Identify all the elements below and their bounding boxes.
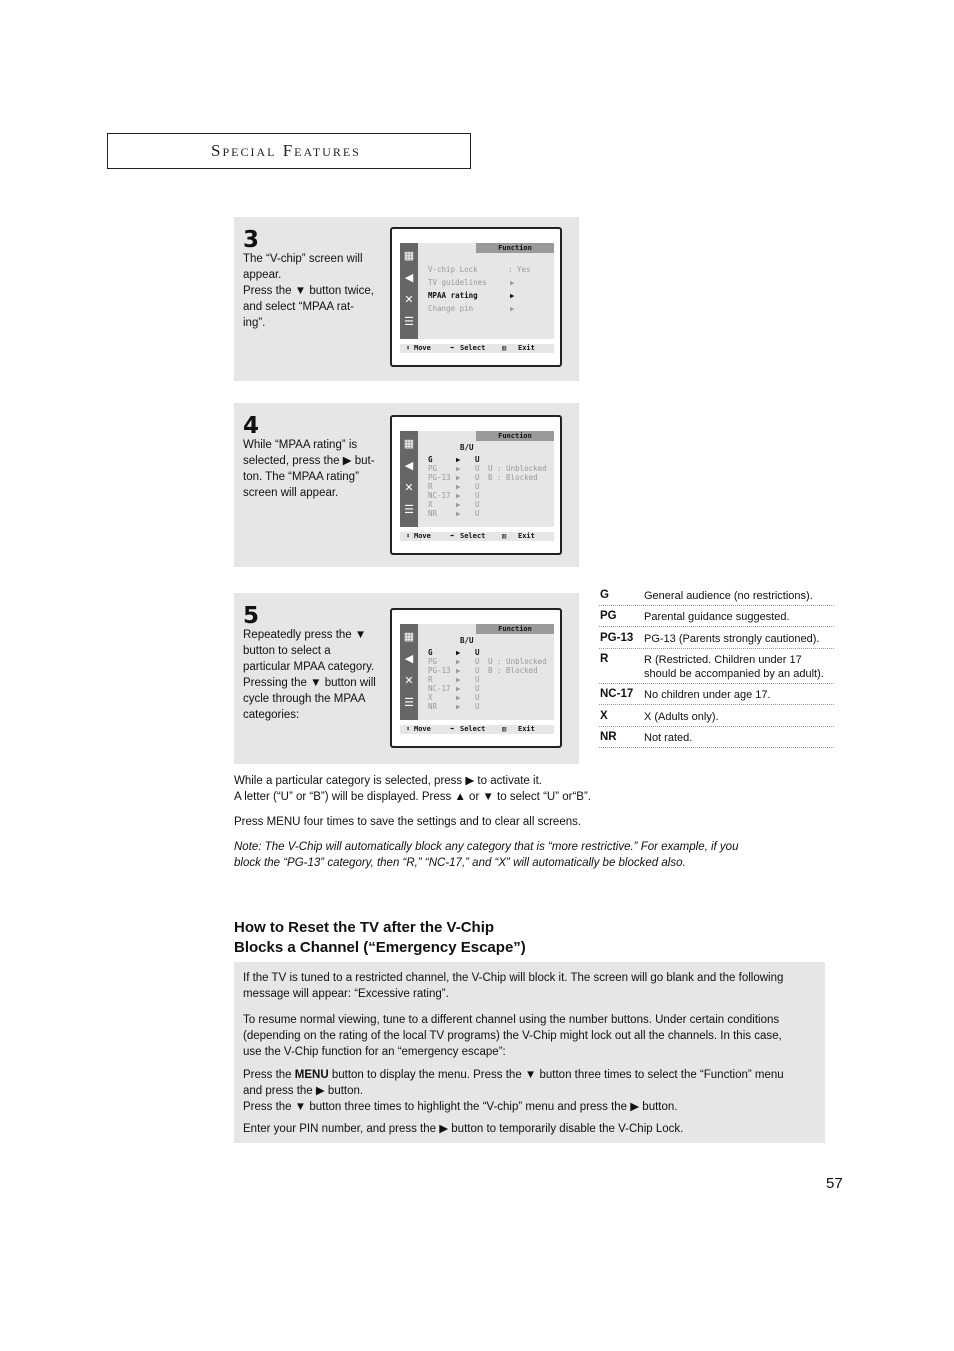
channel-icon: ✕	[404, 294, 414, 306]
rating-code: NR	[600, 731, 617, 743]
step-instructions	[243, 437, 383, 501]
function-icon: ☰	[404, 504, 414, 516]
rating-description: No children under age 17.	[644, 689, 771, 701]
step-line: Pressing the ▼ button will	[243, 677, 376, 689]
arrow-icon: ▶	[456, 473, 461, 482]
exit-label: Exit	[518, 344, 535, 352]
arrow-icon: ▶	[456, 482, 461, 491]
select-label: Select	[460, 344, 486, 352]
menu-item-arrow: ▶	[510, 304, 515, 313]
box-line	[243, 1067, 803, 1083]
rating-value: U	[475, 500, 480, 509]
menu-item-tv-guidelines: TV guidelines	[428, 278, 487, 287]
rating-description: X (Adults only).	[644, 711, 719, 723]
step-line: cycle through the MPAA	[243, 693, 366, 705]
rating-code: PG-13	[428, 473, 451, 482]
function-tab: Function	[476, 431, 554, 441]
legend-unblocked: U : Unblocked	[488, 657, 547, 666]
step-number: 5	[243, 603, 260, 629]
tv-menu-icons	[400, 431, 418, 527]
body-line: A letter (“U” or “B”) will be displayed. Press ▲ or ▼ to select “U” or“B”.	[234, 791, 591, 803]
table-row	[599, 589, 834, 606]
menu-item-vchip-lock: V-chip Lock	[428, 265, 478, 274]
section-header-title: Special Features	[211, 141, 361, 160]
page-number: 57	[826, 1175, 843, 1192]
box-line: (depending on the rating of the local TV programs) the V-Chip might lock out all the channels. In this case,	[243, 1030, 782, 1042]
legend-unblocked: U : Unblocked	[488, 464, 547, 473]
exit-icon: ▥	[502, 532, 507, 540]
function-icon: ☰	[404, 697, 414, 709]
rating-code: R	[428, 675, 433, 684]
ratings-table	[599, 589, 834, 749]
step-4-panel	[234, 403, 579, 567]
arrow-icon: ▶	[456, 693, 461, 702]
rating-code: R	[428, 482, 433, 491]
rating-code: X	[600, 710, 608, 722]
tv-screen-illustration	[390, 608, 562, 748]
select-icon: ⬌	[450, 532, 455, 540]
arrow-icon: ▶	[456, 491, 461, 500]
rating-code: PG	[600, 610, 617, 622]
menu-item-change-pin: Change pin	[428, 304, 474, 313]
rating-value: U	[475, 684, 480, 693]
text-run: Press the	[243, 1069, 295, 1081]
box-paragraph	[243, 1067, 803, 1115]
step-line: The “V-chip” screen will	[243, 253, 363, 265]
note	[234, 839, 834, 871]
tv-screen-illustration	[390, 227, 562, 367]
tv-menu-icons	[400, 243, 418, 339]
rating-code: NR	[428, 509, 438, 518]
rating-value: U	[475, 491, 480, 500]
bu-header: B/U	[460, 636, 474, 645]
rating-value: U	[475, 464, 480, 473]
move-label: Move	[414, 725, 431, 733]
activate-instructions	[234, 773, 834, 805]
arrow-icon: ▶	[456, 455, 461, 464]
rating-value: U	[475, 702, 480, 711]
rating-code: R	[600, 653, 609, 665]
rating-value: U	[475, 509, 480, 518]
box-line: Press the ▼ button three times to highlight the “V-chip” menu and press the ▶ button.	[243, 1101, 678, 1113]
table-row	[599, 653, 834, 684]
box-paragraph: Enter your PIN number, and press the ▶ button to temporarily disable the V-Chip Lock.	[243, 1123, 684, 1135]
tv-menu-area	[418, 431, 554, 527]
rating-value: U	[475, 473, 480, 482]
rating-code: X	[428, 693, 433, 702]
tv-menu-area	[418, 243, 554, 339]
rating-code: NC-17	[600, 688, 634, 700]
emergency-escape-box	[234, 962, 825, 1143]
move-icon: ⬍	[406, 532, 411, 540]
rating-description: R (Restricted. Children under 17 should be accompanied by an adult).	[644, 654, 824, 680]
step-instructions	[243, 627, 385, 723]
box-paragraph	[243, 1012, 803, 1060]
heading-line: Blocks a Channel (“Emergency Escape”)	[234, 938, 526, 956]
rating-code: NR	[428, 702, 438, 711]
arrow-icon: ▶	[456, 702, 461, 711]
section-heading	[234, 918, 526, 957]
move-label: Move	[414, 344, 431, 352]
arrow-icon: ▶	[456, 648, 461, 657]
rating-code: G	[428, 455, 433, 464]
menu-keyword: MENU	[294, 1069, 329, 1081]
rating-description: PG-13 (Parents strongly cautioned).	[644, 633, 820, 645]
function-tab: Function	[476, 624, 554, 634]
move-label: Move	[414, 532, 431, 540]
rating-code: PG	[428, 464, 438, 473]
tv-nav-bar	[400, 725, 554, 734]
arrow-icon: ▶	[456, 666, 461, 675]
step-line: Press the ▼ button twice,	[243, 285, 374, 297]
box-line: message will appear: “Excessive rating”.	[243, 988, 449, 1000]
sound-icon: ◀	[404, 272, 414, 284]
text-run: button to display the menu. Press the ▼ button three times to select the “Function” menu	[328, 1069, 784, 1081]
arrow-icon: ▶	[456, 509, 461, 518]
table-row	[599, 632, 834, 649]
arrow-icon: ▶	[456, 684, 461, 693]
table-row	[599, 688, 834, 705]
step-number: 3	[243, 227, 260, 253]
heading-line: How to Reset the TV after the V-Chip	[234, 919, 495, 936]
arrow-icon: ▶	[456, 500, 461, 509]
rating-description: Parental guidance suggested.	[644, 611, 790, 623]
box-line: and press the ▶ button.	[243, 1085, 364, 1097]
select-label: Select	[460, 725, 486, 733]
rating-code: PG	[428, 657, 438, 666]
arrow-icon: ▶	[456, 464, 461, 473]
step-line: ton. The “MPAA rating”	[243, 471, 359, 483]
arrow-icon: ▶	[456, 657, 461, 666]
exit-label: Exit	[518, 725, 535, 733]
picture-icon: ▦	[403, 631, 415, 643]
channel-icon: ✕	[404, 675, 414, 687]
function-icon: ☰	[404, 316, 414, 328]
exit-icon: ▥	[502, 344, 507, 352]
step-line: screen will appear.	[243, 487, 339, 499]
save-instructions: Press MENU four times to save the settings and to clear all screens.	[234, 816, 582, 828]
rating-code: X	[428, 500, 433, 509]
step-line: categories:	[243, 709, 300, 721]
tv-nav-bar	[400, 532, 554, 541]
step-line: and select “MPAA rat-	[243, 301, 354, 313]
note-line: block the “PG-13” category, then “R,” “NC-17,” and “X” will automatically be blocked also.	[234, 857, 686, 869]
rating-value: U	[475, 657, 480, 666]
step-line: particular MPAA category.	[243, 661, 375, 673]
rating-code: G	[600, 589, 609, 601]
box-line: use the V-Chip function for an “emergency escape”:	[243, 1046, 506, 1058]
rating-code: NC-17	[428, 684, 451, 693]
step-line: While “MPAA rating” is	[243, 439, 358, 451]
rating-description: Not rated.	[644, 732, 693, 744]
picture-icon: ▦	[403, 438, 415, 450]
exit-icon: ▥	[502, 725, 507, 733]
rating-value: U	[475, 675, 480, 684]
table-row	[599, 731, 834, 748]
rating-value: U	[475, 648, 480, 657]
rating-value: U	[475, 666, 480, 675]
function-tab: Function	[476, 243, 554, 253]
step-line: selected, press the ▶ but-	[243, 455, 375, 467]
tv-nav-bar	[400, 344, 554, 353]
tv-screen-illustration	[390, 415, 562, 555]
rating-code: PG-13	[600, 632, 634, 644]
legend-blocked: B : Blocked	[488, 666, 538, 675]
tv-menu-icons	[400, 624, 418, 720]
step-line: Repeatedly press the ▼	[243, 629, 367, 641]
move-icon: ⬍	[406, 344, 411, 352]
menu-item-arrow: ▶	[510, 278, 515, 287]
picture-icon: ▦	[403, 250, 415, 262]
select-label: Select	[460, 532, 486, 540]
menu-item-value: : Yes	[508, 265, 531, 274]
body-line: While a particular category is selected, press ▶ to activate it.	[234, 775, 542, 787]
table-row	[599, 710, 834, 727]
rating-value: U	[475, 482, 480, 491]
step-line: button to select a	[243, 645, 331, 657]
legend-blocked: B : Blocked	[488, 473, 538, 482]
move-icon: ⬍	[406, 725, 411, 733]
rating-value: U	[475, 693, 480, 702]
step-number: 4	[243, 413, 260, 439]
step-instructions	[243, 251, 383, 331]
rating-code: PG-13	[428, 666, 451, 675]
sound-icon: ◀	[404, 460, 414, 472]
box-paragraph	[243, 970, 803, 1002]
box-line: To resume normal viewing, tune to a different channel using the number buttons. Under certain conditions	[243, 1014, 780, 1026]
table-row	[599, 610, 834, 627]
step-3-panel	[234, 217, 579, 381]
rating-value: U	[475, 455, 480, 464]
select-icon: ⬌	[450, 725, 455, 733]
step-line: ing”.	[243, 317, 266, 329]
rating-code: NC-17	[428, 491, 451, 500]
tv-menu-area	[418, 624, 554, 720]
menu-item-mpaa-rating: MPAA rating	[428, 291, 478, 300]
select-icon: ⬌	[450, 344, 455, 352]
step-line: appear.	[243, 269, 282, 281]
arrow-icon: ▶	[456, 675, 461, 684]
exit-label: Exit	[518, 532, 535, 540]
bu-header: B/U	[460, 443, 474, 452]
note-line: Note: The V-Chip will automatically block any category that is “more restrictive.” For example, if you	[234, 841, 739, 853]
step-5-panel	[234, 593, 579, 764]
rating-description: General audience (no restrictions).	[644, 590, 813, 602]
rating-code: G	[428, 648, 433, 657]
channel-icon: ✕	[404, 482, 414, 494]
menu-item-arrow: ▶	[510, 291, 515, 300]
box-line: If the TV is tuned to a restricted channel, the V-Chip will block it. The screen will go blank and the following	[243, 972, 784, 984]
sound-icon: ◀	[404, 653, 414, 665]
